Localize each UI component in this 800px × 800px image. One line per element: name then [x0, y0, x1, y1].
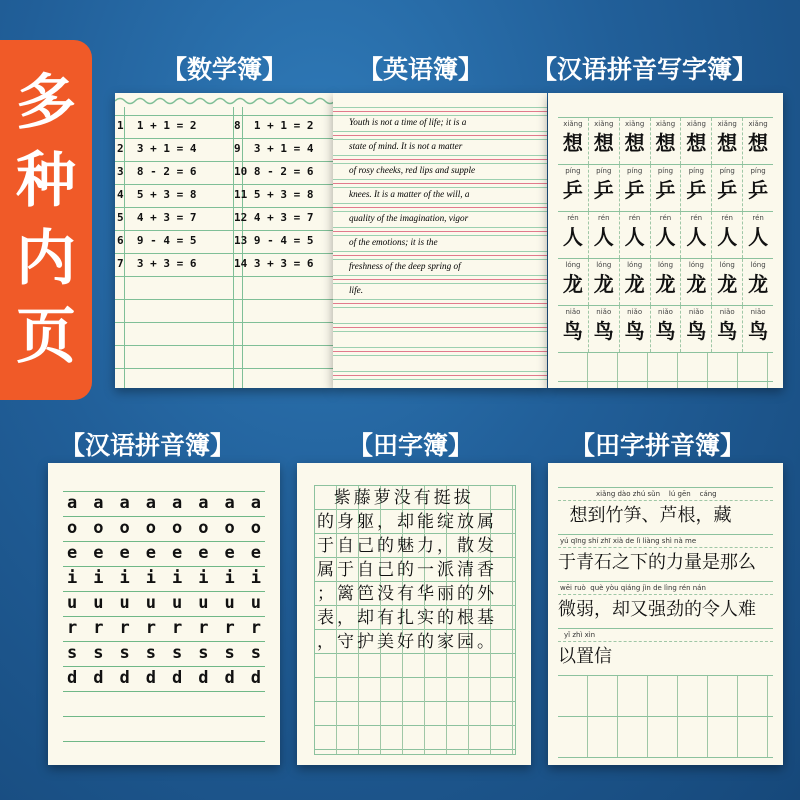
label-math: 【数学簿】	[162, 55, 288, 84]
letter-row: r r r r r r r r	[63, 617, 265, 642]
empty-practice-row	[558, 676, 773, 717]
label-pinyin-writing: 【汉语拼音写字簿】	[532, 55, 758, 84]
tianzi-row: 紫藤萝没有挺拔	[317, 488, 474, 508]
wavy-header-line	[115, 93, 333, 107]
tianzi-row: 的身躯，却能绽放属	[317, 512, 497, 532]
pinyin-annotation: wēi ruò què yòu qiáng jìn de lìng rén nán	[560, 584, 706, 592]
math-row: 11 5 + 3 = 8	[234, 188, 314, 201]
content-types-banner	[0, 40, 92, 400]
empty-letter-row	[63, 742, 265, 765]
banner-char: 内	[16, 224, 76, 294]
empty-practice-row	[558, 382, 773, 388]
english-passage	[349, 114, 545, 306]
tianzi-pinyin-row	[558, 629, 773, 676]
practice-row: rén 人 rén 人 rén 人 rén 人 rén 人 rén 人 rén 人	[558, 212, 773, 259]
tianzi-row: ，守护美好的家园。	[317, 632, 497, 652]
letter-row: i i i i i i i i	[63, 567, 265, 592]
tianzi-notebook-page	[297, 463, 531, 765]
english-line: life.	[349, 285, 364, 295]
chinese-text: 想到竹笋、芦根，藏	[558, 500, 773, 531]
practice-row: niǎo 鸟 niǎo 鸟 niǎo 鸟 niǎo 鸟 niǎo 鸟 niǎo 鸟 niǎo 鸟	[558, 306, 773, 353]
math-row: 2 3 + 1 = 4	[117, 142, 197, 155]
math-row: 12 4 + 3 = 7	[234, 211, 314, 224]
english-line: of rosy cheeks, red lips and supple	[349, 165, 476, 175]
chinese-text: 于青石之下的力量是那么	[558, 547, 773, 578]
tianzi-pinyin-row	[558, 535, 773, 582]
empty-letter-row	[63, 717, 265, 742]
chinese-text: 微弱，却又强劲的令人难	[558, 594, 773, 625]
tianzi-grid	[314, 485, 516, 755]
english-line: freshness of the deep spring of	[349, 261, 461, 271]
empty-practice-row	[558, 353, 773, 382]
banner-char: 页	[16, 302, 76, 372]
tianzi-pinyin-notebook-page	[548, 463, 783, 765]
pinyin-annotation: yú qīng shí zhī xià de lì liàng shì nà me	[560, 537, 697, 545]
math-row: 13 9 - 4 = 5	[234, 234, 314, 247]
english-line: knees. It is a matter of the will, a	[349, 189, 470, 199]
banner-char: 多	[16, 68, 76, 138]
empty-letter-row	[63, 692, 265, 717]
pinyin-annotation: xiǎng dào zhú sǔn lú gēn cáng	[596, 490, 717, 498]
banner-char: 种	[16, 146, 76, 216]
tianzi-pinyin-row	[558, 487, 773, 535]
math-row: 10 8 - 2 = 6	[234, 165, 314, 178]
label-tianzi-pinyin: 【田字拼音簿】	[570, 431, 746, 460]
tianzi-pinyin-row	[558, 582, 773, 629]
pinyin-annotation: yǐ zhì xìn	[564, 631, 596, 639]
english-line: of the emotions; it is the	[349, 237, 438, 247]
letter-row: s s s s s s s s	[63, 642, 265, 667]
pinyin-writing-grid	[558, 117, 773, 388]
tianzi-row: 于自己的魅力，散发	[317, 536, 497, 556]
tianzi-pinyin-grid	[558, 487, 773, 758]
pinyin-notebook-page	[48, 463, 280, 765]
tianzi-row: 表，却有扎实的根基	[317, 608, 497, 628]
letter-row: o o o o o o o o	[63, 517, 265, 542]
empty-practice-row	[558, 717, 773, 758]
pinyin-letter-grid	[63, 491, 265, 765]
letter-row: e e e e e e e e	[63, 542, 265, 567]
letter-row: d d d d d d d d	[63, 667, 265, 692]
tianzi-row: 属于自己的一派清香	[317, 560, 497, 580]
chinese-text: 以置信	[558, 641, 773, 672]
label-pinyin: 【汉语拼音簿】	[60, 431, 236, 460]
english-line: state of mind. It is not a matter	[349, 141, 463, 151]
math-row: 4 5 + 3 = 8	[117, 188, 197, 201]
math-column-left	[117, 114, 223, 275]
math-row: 3 8 - 2 = 6	[117, 165, 197, 178]
pinyin-writing-notebook-page	[548, 93, 783, 388]
label-english: 【英语簿】	[358, 55, 484, 84]
math-column-right	[234, 114, 332, 275]
label-tianzi: 【田字簿】	[348, 431, 474, 460]
tianzi-row: ；篱笆没有华丽的外	[317, 584, 497, 604]
math-notebook-page	[115, 93, 333, 388]
math-row: 1 1 + 1 = 2	[117, 119, 197, 132]
math-row: 14 3 + 3 = 6	[234, 257, 314, 270]
tianzi-text	[315, 486, 515, 654]
english-line: Youth is not a time of life; it is a	[349, 117, 467, 127]
english-line: quality of the imagination, vigor	[349, 213, 469, 223]
practice-row: píng 乒 píng 乒 píng 乒 píng 乒 píng 乒 píng 乒 píng 乒	[558, 165, 773, 212]
math-row: 6 9 - 4 = 5	[117, 234, 197, 247]
math-row: 7 3 + 3 = 6	[117, 257, 197, 270]
practice-row: xiǎng 想 xiǎng 想 xiǎng 想 xiǎng 想 xiǎng 想 xiǎng 想 xiǎng 想	[558, 117, 773, 165]
math-row: 9 3 + 1 = 4	[234, 142, 314, 155]
practice-row: lóng 龙 lóng 龙 lóng 龙 lóng 龙 lóng 龙 lóng 龙 lóng 龙	[558, 259, 773, 306]
math-row: 5 4 + 3 = 7	[117, 211, 197, 224]
english-notebook-page	[333, 93, 547, 388]
math-row: 8 1 + 1 = 2	[234, 119, 314, 132]
letter-row: u u u u u u u u	[63, 592, 265, 617]
letter-row: a a a a a a a a	[63, 491, 265, 517]
